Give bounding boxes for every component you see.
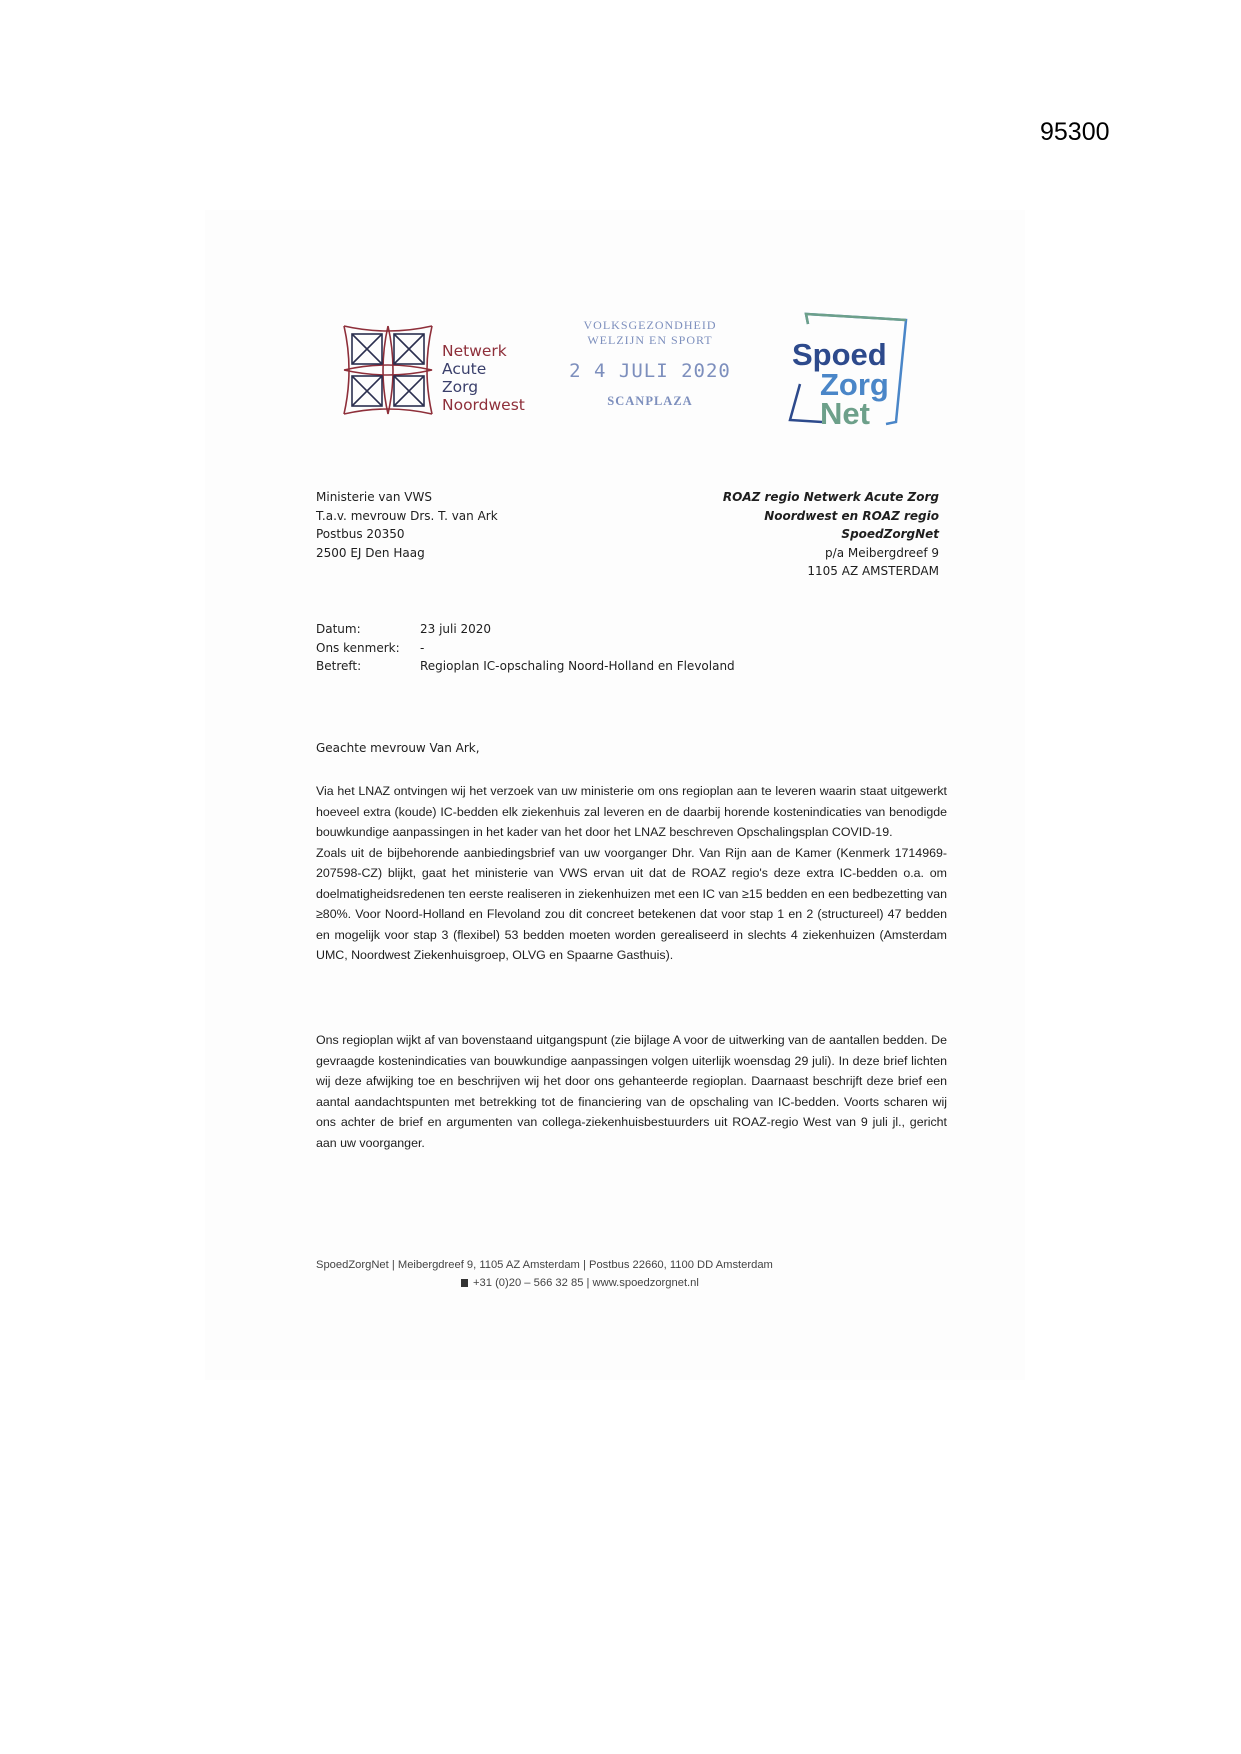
recipient-line: T.a.v. mevrouw Drs. T. van Ark (316, 508, 498, 523)
zorg-word: Zorg (820, 367, 889, 402)
received-stamp (560, 318, 740, 409)
nazn-line-1: Netwerk (442, 342, 507, 360)
sender-line: SpoedZorgNet (841, 527, 939, 541)
body-paragraph-2: Ons regioplan wijkt af van bovenstaand uitgangspunt (zie bijlage A voor de uitwerking van de aantallen bedden. De gevraagde kostenindicaties van bouwkundige aanpassingen volgen uiterlijk woensdag 29 juli). In deze brief lichten wij deze afwijking toe en beschrijven wij het door ons gehanteerde regioplan. Daarnaast beschrijft deze brief een aantal aandachtspunten met betrekking tot de financiering van de opschaling van IC-bedden. Voorts scharen wij ons achter de brief en argumenten van collega-ziekenhuisbestuurders uit ROAZ-regio West van 9 juli jl., gericht aan uw voorganger. (316, 1033, 947, 1150)
stamp-line-2: WELZIJN EN SPORT (587, 333, 713, 347)
paragraph-1a: Via het LNAZ ontvingen wij het verzoek van uw ministerie om ons regioplan aan te leveren waarin staat uitgewerkt hoeveel extra (koude) IC-bedden elk ziekenhuis zal leveren en de daarbij horende kostenindicaties van benodigde bouwkundige aanpassingen in het kader van het door het LNAZ beschreven Opschalingsplan COVID-19. (316, 784, 947, 839)
salutation: Geachte mevrouw Van Ark, (316, 741, 480, 755)
phone-icon (461, 1279, 468, 1287)
sender-line: ROAZ regio Netwerk Acute Zorg (722, 490, 939, 504)
letter-footer (316, 1256, 773, 1292)
footer-contact: +31 (0)20 – 566 32 85 | www.spoedzorgnet.nl (473, 1277, 699, 1289)
meta-label: Ons kenmerk: (316, 640, 400, 655)
document-number: 95300 (1040, 118, 1110, 146)
meta-value: Regioplan IC-opschaling Noord-Holland en Flevoland (420, 659, 735, 673)
sender-line: p/a Meibergdreef 9 (825, 545, 939, 560)
spoedzorgnet-logo (778, 310, 918, 436)
sender-address (723, 488, 939, 581)
recipient-line: Ministerie van VWS (316, 490, 432, 504)
body-paragraph-1 (316, 781, 947, 966)
recipient-address (316, 488, 498, 562)
stamp-line-1: VOLKSGEZONDHEID (583, 318, 717, 332)
letter-meta (316, 620, 735, 676)
recipient-line: 2500 EJ Den Haag (316, 545, 425, 560)
meta-value: - (420, 640, 425, 655)
spoed-word: Spoed (792, 337, 887, 372)
sender-line: 1105 AZ AMSTERDAM (807, 564, 939, 578)
nazn-logo (340, 322, 525, 420)
footer-line-1: SpoedZorgNet | Meibergdreef 9, 1105 AZ Amsterdam | Postbus 22660, 1100 DD Amsterdam (316, 1259, 773, 1271)
nazn-line-3: Noordwest (442, 396, 525, 414)
stamp-line-4: SCANPLAZA (607, 394, 693, 408)
stamp-date: 2 4 JULI 2020 (569, 360, 731, 382)
meta-row (316, 620, 735, 639)
footer-line-2 (316, 1274, 773, 1292)
paragraph-1b: Zoals uit de bijbehorende aanbiedingsbrief van uw voorganger Dhr. Van Rijn aan de Kamer (Kenmerk 1714969-207598-CZ) blijkt, gaat het ministerie van VWS ervan uit dat de ROAZ regio's deze extra IC-bedden o.a. om doelmatigheidsredenen ten eerste realiseren in ziekenhuizen met een IC van ≥15 bedden en een bedbezetting van ≥80%. Voor Noord-Holland en Flevoland zou dit concreet betekenen dat voor stap 1 en 2 (structureel) 47 bedden en mogelijk voor stap 3 (flexibel) 53 bedden moeten worden gerealiseerd in slechts 4 ziekenhuizen (Amsterdam UMC, Noordwest Ziekenhuisgroep, OLVG en Spaarne Gasthuis). (316, 845, 947, 962)
nazn-logo-text (442, 342, 525, 414)
meta-row (316, 639, 735, 658)
nazn-logo-mark (340, 322, 436, 418)
sender-line: Noordwest en ROAZ regio (764, 508, 939, 523)
recipient-line: Postbus 20350 (316, 527, 405, 541)
meta-value: 23 juli 2020 (420, 622, 492, 636)
meta-label: Datum: (316, 622, 361, 636)
meta-row (316, 657, 735, 676)
nazn-line-2: Acute Zorg (442, 360, 487, 396)
net-word: Net (820, 396, 870, 431)
meta-label: Betreft: (316, 659, 362, 673)
